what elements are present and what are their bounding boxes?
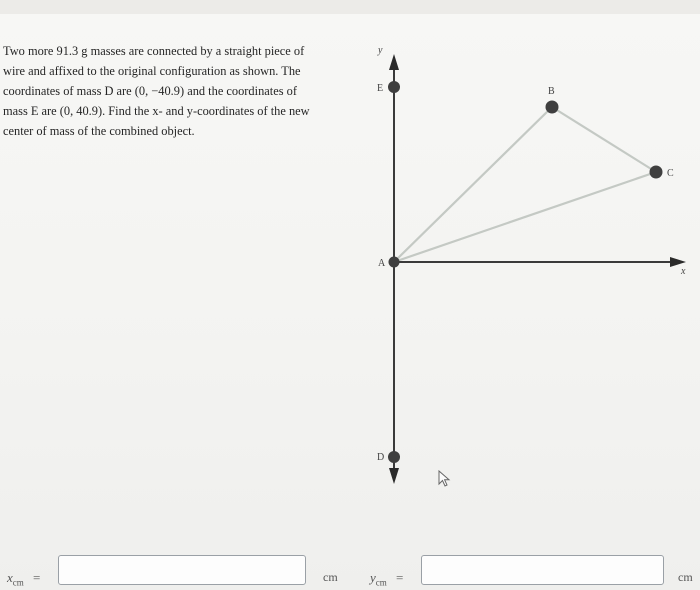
- mass-c: [650, 166, 663, 179]
- problem-line: Two more 91.3 g masses are connected by a straight piece of: [3, 44, 305, 58]
- y-axis-up-arrow: [389, 54, 399, 70]
- x-cm-unit: cm: [323, 570, 338, 584]
- label-a: A: [378, 258, 386, 269]
- y-axis-label: y: [378, 45, 383, 56]
- mouse-pointer-icon: [438, 470, 452, 488]
- mass-d: [388, 451, 400, 463]
- top-strip: [0, 0, 700, 14]
- label-e: E: [377, 83, 384, 94]
- y-cm-label: [370, 570, 403, 588]
- mass-a: [389, 257, 400, 268]
- problem-line: wire and affixed to the original configuration as shown. The: [3, 64, 301, 78]
- problem-line: coordinates of mass D are (0, −40.9) and the coordinates of: [3, 84, 297, 98]
- wire-b-c: [552, 107, 656, 172]
- y-cm-answer-box[interactable]: [421, 555, 664, 585]
- x-cm-input[interactable]: [59, 556, 305, 584]
- x-cm-sub: cm: [12, 577, 24, 588]
- wire-a-c: [394, 172, 656, 262]
- y-axis-down-arrow: [389, 468, 399, 484]
- x-axis-label: x: [681, 266, 686, 277]
- wire-a-b: [394, 107, 552, 262]
- y-cm-input[interactable]: [422, 556, 663, 584]
- x-cm-answer-box[interactable]: [58, 555, 306, 585]
- mass-e: [388, 81, 400, 93]
- problem-line: mass E are (0, 40.9). Find the x- and y-coordinates of the new: [3, 104, 310, 118]
- x-cm-label: [7, 570, 40, 588]
- y-cm-equals: =: [396, 570, 404, 585]
- problem-text: [3, 41, 348, 141]
- label-b: B: [548, 86, 555, 97]
- label-c: C: [667, 168, 674, 179]
- y-cm-unit: cm: [678, 570, 693, 584]
- x-cm-var: x: [7, 570, 13, 585]
- figure-svg: [340, 36, 700, 496]
- y-cm-var: y: [370, 570, 376, 585]
- mass-b: [546, 101, 559, 114]
- x-cm-equals: =: [33, 570, 41, 585]
- problem-line: center of mass of the combined object.: [3, 124, 195, 138]
- label-d: D: [377, 452, 385, 463]
- y-cm-sub: cm: [375, 577, 387, 588]
- mass-configuration-figure: [340, 36, 700, 496]
